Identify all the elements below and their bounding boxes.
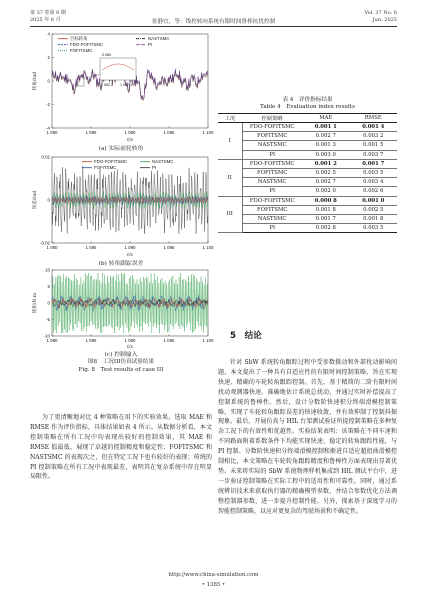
cell-mae: 0.000 8	[302, 196, 350, 205]
cell-rmse: 0.003 7	[350, 150, 398, 159]
table-row	[218, 178, 397, 187]
legend-label: FOFITSMC	[94, 165, 117, 170]
conclusion-paragraph: 针对 SbW 系统转角跟踪过程中受参数摄动和外部扰动影响问题，本文提出了一种具有自适应性的有限时间控制策略，旨在实现快速、精确的车轮转角跟踪控制。首先，基于精简的二阶有限时间扰动观测器快速、准确地估计系统总扰动，并通过实时补偿提高了控制系统的鲁棒性。然后，设计分数阶快速积分终端滑模控制策略，实现了车轮转角跟踪误差的快速收敛，并有效抑制了控制抖振现象。最后，开展仿真与 HIL 台架测试验证所提控制策略在多种复杂工况下的有效性和优越性。实验结果表明：该策略在不同车速和不同路面附着系数条件下均能实现快速、稳定的转角跟踪性能，与 PI 控制、分数阶快速积分终端滑模控制和渐进自适应超扭曲滑模控制相比，本文策略在车轮转角跟踪精度和鲁棒性方面表现出显著优势。未来将实际的 SbW 系统物理样机集成到 HIL 测试平台中，进一步验证控制策略在实际工程中的适用性和可靠性。同时，通过系统辨识技术来获取执行器的精确模型参数，并结合参数优化方法调整控制器参数，进一步提升控制性能。另外，探索基于深度学习的智能控制策略，以应对更复杂的驾驶场景和不确定性。	[218, 359, 397, 515]
table-4-caption	[218, 97, 397, 111]
footer-url: http://www.china-simulation.com	[168, 572, 259, 578]
table-4-caption-cn: 表 4 评价指标结果	[282, 97, 333, 103]
cell-mae: 0.001 2	[302, 159, 350, 168]
case-label: I	[218, 123, 242, 160]
table-row	[218, 168, 397, 177]
chart-control-input	[30, 267, 212, 349]
figure-8c-caption: (c) 控制输入	[104, 352, 138, 358]
x-tick-label: 1 085	[85, 338, 97, 343]
y-axis-label: 转矩/N·m	[33, 292, 38, 314]
x-axis-label: t/s	[127, 345, 133, 350]
cell-method: NASTSMC	[242, 141, 302, 150]
y-tick-label: 2	[47, 55, 50, 60]
table-row	[218, 159, 397, 168]
figure-8-caption-cn: 图8 工况III仿真试验结果	[87, 359, 155, 365]
table-row	[218, 224, 397, 233]
cell-mae: 0.001 7	[302, 214, 350, 223]
cell-rmse: 0.001 0	[350, 196, 398, 205]
col-header-method: 控制策略	[242, 114, 302, 123]
table-row	[218, 123, 397, 132]
case-label: III	[218, 196, 242, 233]
chart-steering-angle	[30, 30, 212, 142]
x-tick-label: 1 095	[163, 338, 175, 343]
y-tick-label: -10	[43, 333, 50, 339]
legend-label: FDO-FOFITSMC	[94, 159, 128, 164]
y-tick-label: 4	[47, 31, 50, 37]
cell-mae: 0.002 5	[302, 168, 350, 177]
zoom-label: 0.085	[102, 53, 111, 57]
cell-mae: 0.001 8	[302, 205, 350, 214]
col-header-mae: MAE	[302, 114, 350, 123]
y-tick-label: 0	[47, 78, 50, 84]
y-axis-label: 误差/rad	[33, 190, 38, 210]
table-row	[218, 132, 397, 141]
cell-rmse: 0.003 5	[350, 168, 398, 177]
x-tick-label: 1 080	[46, 338, 58, 343]
figure-8-caption	[30, 358, 212, 374]
body-paragraph-left: 为了更清晰地对比 4 种策略在用下的实验效果，选取 MAE 和 RMSE 作为评价指标，具体结果如表 4 所示。从数据分析看，本文控制策略在所有工况中均表现出较好的控制效果，其 MAE 和 RMSE 值最低，展现了卓越的控制精度和稳定性；FOFITSMC 和 NASTSMC 的表现次之，但在特定工况下也有较好的表现；传统的 PI 控制策略在所有工况中表现最差，表明其在复杂系统中存在明显局限性。	[30, 414, 212, 481]
table-row	[218, 141, 397, 150]
cell-mae: 0.003 0	[302, 150, 350, 159]
y-tick-label: -0.02	[39, 240, 50, 246]
x-tick-label: 1 085	[85, 245, 97, 250]
volume-en: Vol. 37 No. 6	[364, 10, 397, 16]
table-row	[218, 187, 397, 196]
table-4	[218, 113, 397, 233]
legend-label: NASTSMC	[148, 36, 170, 41]
cell-method: FOFITSMC	[242, 205, 302, 214]
chart-tracking-error	[30, 153, 212, 257]
x-axis-label: t/s	[127, 138, 133, 143]
x-tick-label: 1 080	[46, 130, 58, 135]
legend-label: PI	[148, 42, 153, 47]
cell-mae: 0.002 8	[302, 224, 350, 233]
cell-rmse: 0.003 5	[350, 224, 398, 233]
cell-mae: 0.002 7	[302, 178, 350, 187]
cell-method: NASTSMC	[242, 178, 302, 187]
figure-8b	[30, 153, 212, 257]
cell-rmse: 0.001 8	[350, 214, 398, 223]
y-tick-label: 5	[47, 284, 50, 289]
figure-8c	[30, 267, 212, 349]
figure-8a	[30, 30, 212, 142]
table-4-caption-en: Table 4 Evaluation index results	[260, 104, 355, 110]
legend-label: PI	[152, 165, 157, 170]
cell-method: FDO-FOFITSMC	[242, 196, 302, 205]
x-tick-label: 1 085	[85, 130, 97, 135]
table-row	[218, 196, 397, 205]
case-label: II	[218, 159, 242, 196]
zoom-inset	[100, 58, 136, 80]
date-cn: 2025 年 6 月	[30, 17, 61, 23]
legend-label: FDO-FOFITSMC	[70, 42, 104, 47]
cell-method: PI	[242, 187, 302, 196]
x-tick-label: 1 100	[202, 245, 214, 250]
figure-8-caption-en: Fig. 8 Test results of case III	[78, 367, 164, 373]
cell-rmse: 0.001 4	[350, 123, 398, 132]
cell-rmse: 0.002 6	[350, 187, 398, 196]
x-tick-label: 1 100	[202, 130, 214, 135]
cell-method: NASTSMC	[242, 214, 302, 223]
x-tick-label: 1 090	[124, 245, 136, 250]
cell-rmse: 0.003 4	[350, 178, 398, 187]
figure-8a-caption: (a) 实际前轮转角	[98, 146, 144, 152]
zoom-label: 1 082.2	[101, 83, 113, 87]
cell-mae: 0.002 7	[302, 132, 350, 141]
cell-method: FOFITSMC	[242, 168, 302, 177]
col-header-case: 工况	[218, 114, 242, 123]
running-header-right	[364, 10, 397, 24]
cell-mae: 0.001 3	[302, 141, 350, 150]
y-axis-label: 转角/rad	[33, 71, 38, 91]
zoom-label: 1 082.3	[120, 83, 132, 87]
cell-method: PI	[242, 150, 302, 159]
y-tick-label: -5	[46, 317, 50, 322]
y-tick-label: 10	[45, 267, 50, 273]
cell-rmse: 0.003 2	[350, 132, 398, 141]
y-tick-label: -4	[46, 125, 50, 131]
y-tick-label: 0	[47, 300, 50, 306]
legend-label: NASTSMC	[152, 159, 174, 164]
y-tick-label: 0.02	[41, 154, 50, 160]
legend-label: FOFITSMC	[70, 48, 93, 53]
cell-mae: 0.002 0	[302, 187, 350, 196]
x-tick-label: 1 095	[163, 130, 175, 135]
table-row	[218, 205, 397, 214]
y-tick-label: -2	[46, 102, 50, 107]
table-row	[218, 214, 397, 223]
cell-method: FOFITSMC	[242, 132, 302, 141]
x-tick-label: 1 090	[124, 130, 136, 135]
figure-8b-caption: (b) 转角跟踪误差	[98, 261, 144, 267]
legend-label: 目标转角	[70, 36, 88, 41]
volume-cn: 第 37 卷第 6 期	[30, 10, 66, 16]
cell-method: PI	[242, 224, 302, 233]
header-rule	[30, 26, 397, 27]
table-row	[218, 150, 397, 159]
col-header-rmse: RMSE	[350, 114, 398, 123]
cell-method: FDO-FOFITSMC	[242, 159, 302, 168]
cell-method: FDO-FOFITSMC	[242, 123, 302, 132]
cell-rmse: 0.001 5	[350, 141, 398, 150]
x-axis-label: t/s	[127, 253, 133, 258]
table-header-row	[218, 114, 397, 123]
running-title: 张静宜，等：线控转向系统有限时间鲁棒抗扰控制	[151, 19, 276, 25]
cell-mae: 0.001 1	[302, 123, 350, 132]
x-tick-label: 1 095	[163, 245, 175, 250]
date-en: Jun. 2025	[372, 17, 397, 23]
y-tick-label: 0	[47, 197, 50, 203]
section-heading: 5 结论	[230, 331, 262, 341]
cell-rmse: 0.002 5	[350, 205, 398, 214]
cell-rmse: 0.001 7	[350, 159, 398, 168]
page-number: • 1385 •	[201, 582, 226, 588]
x-tick-label: 1 080	[46, 245, 58, 250]
x-tick-label: 1 100	[202, 338, 214, 343]
x-tick-label: 1 090	[124, 338, 136, 343]
